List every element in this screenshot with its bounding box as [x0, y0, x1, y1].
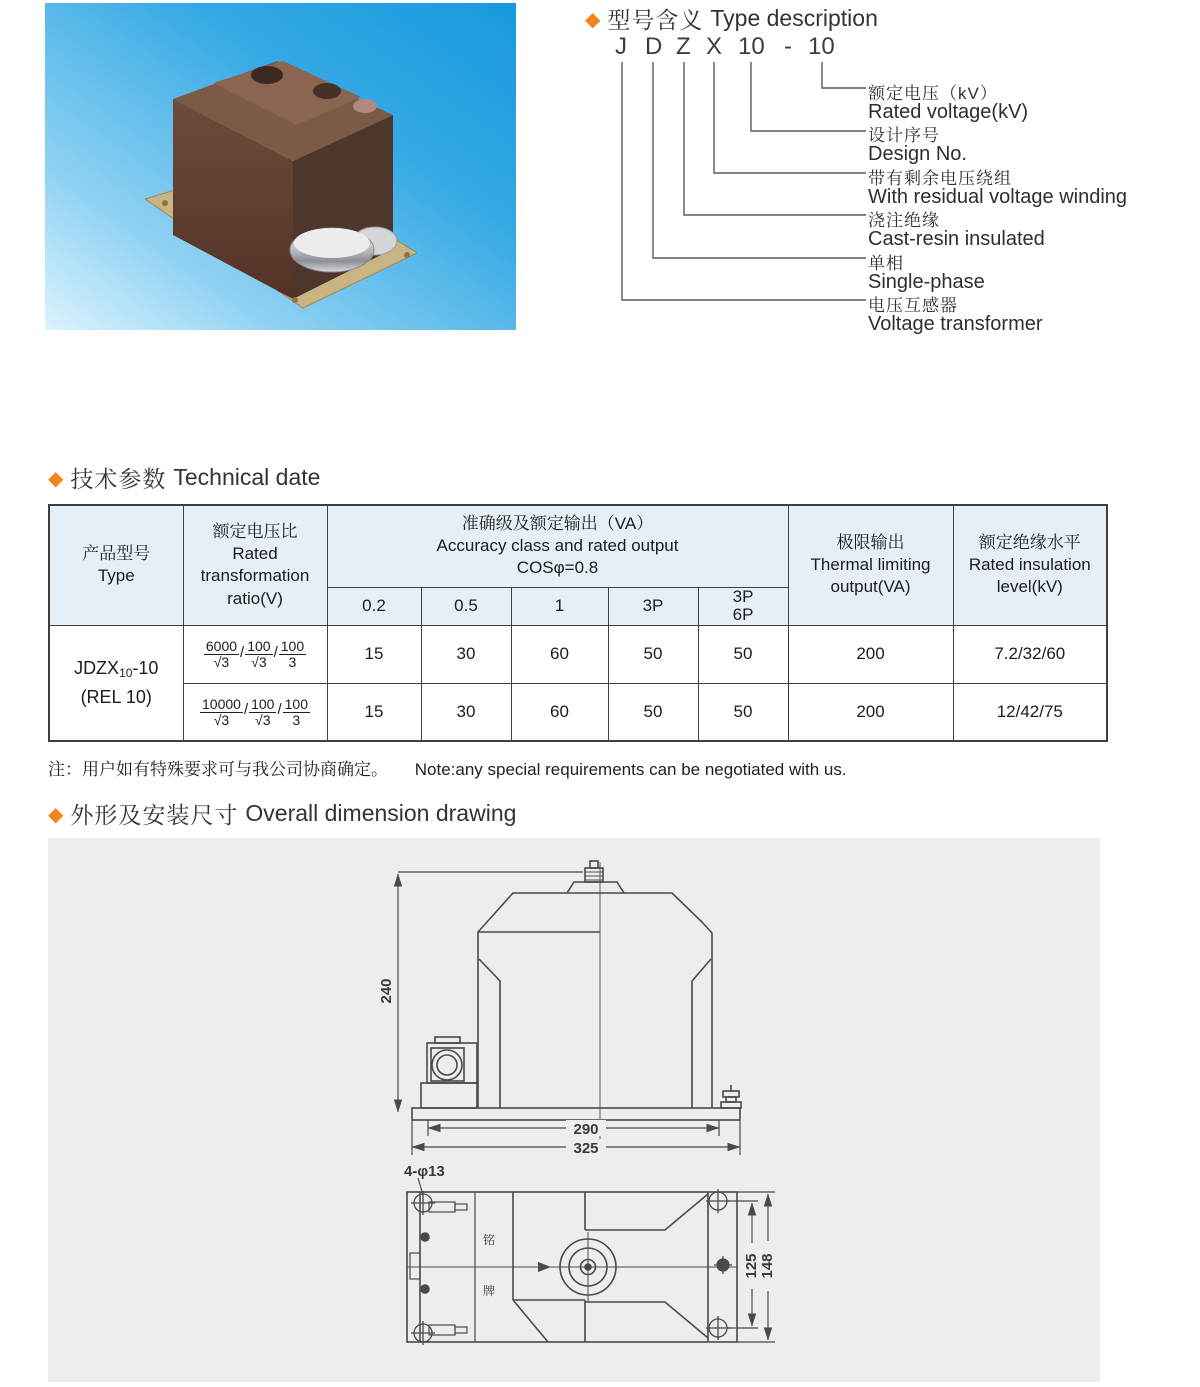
- terminal-mark-top: 铭: [482, 1233, 496, 1247]
- fraction-separator: /: [243, 701, 249, 719]
- header-insulation: [953, 505, 1107, 625]
- dimension-drawings: [48, 838, 1100, 1382]
- dimension-title-zh: 外形及安装尺寸: [70, 802, 239, 828]
- type-label-zh: 电压互感器: [868, 296, 958, 315]
- cell-insulation: 7.2/32/60: [953, 625, 1107, 683]
- dim-height-label: 240: [378, 978, 395, 1004]
- header-thermal: [788, 505, 953, 625]
- dimension-section-title: [48, 797, 516, 830]
- note-zh: 注：用户如有特殊要求可与我公司协商确定。: [48, 760, 388, 779]
- cell-acc-1: 60: [511, 625, 608, 683]
- header-thermal-zh: 极限输出: [836, 533, 905, 553]
- type-label-en: With residual voltage winding: [868, 186, 1128, 208]
- note-line: [48, 755, 847, 780]
- cell-acc-0.5: 30: [421, 625, 511, 683]
- header-ratio-zh: 额定电压比: [212, 522, 298, 542]
- table-row: [49, 683, 1107, 741]
- header-acc-col-3P6P-line2: 6P: [732, 605, 754, 625]
- header-accuracy-group: [327, 505, 788, 587]
- header-acc-col-1: 1: [511, 587, 608, 625]
- product-photo: [45, 3, 516, 330]
- diamond-bullet-icon: ◆: [585, 8, 601, 31]
- fraction-separator: /: [240, 643, 245, 661]
- cell-thermal: 200: [788, 625, 953, 683]
- technical-table: [48, 504, 1108, 742]
- header-accuracy-cos: COSφ=0.8: [516, 558, 599, 578]
- ratio-fraction: $\frac{100}{3}$: [284, 695, 308, 728]
- header-ratio: [183, 505, 327, 625]
- type-label-zh: 带有剩余电压绕组: [868, 169, 1012, 188]
- cell-acc-3P6P: 50: [698, 683, 788, 741]
- cell-acc-3P: 50: [608, 683, 698, 741]
- technical-section-title: [48, 461, 320, 494]
- header-insulation-en: Rated insulation level(kV): [968, 555, 1091, 597]
- type-label-zh: 浇注绝缘: [868, 211, 940, 230]
- type-code-char: X: [706, 33, 723, 60]
- cell-ratio: [183, 625, 327, 683]
- cell-acc-0.2: 15: [327, 625, 421, 683]
- plate-bolt: [162, 200, 168, 206]
- header-acc-col-0.2: 0.2: [327, 587, 421, 625]
- front-view-drawing: [412, 861, 741, 1147]
- type-code-char: 10: [738, 33, 765, 60]
- header-type: [49, 505, 183, 625]
- type-label-en: Design No.: [868, 143, 967, 165]
- cell-acc-0.2: 15: [327, 683, 421, 741]
- type-code-char: -: [784, 33, 792, 60]
- type-label-zh: 设计序号: [868, 126, 940, 145]
- type-description-title-en: Type description: [710, 5, 878, 31]
- terminal-mark-bottom: 牌: [482, 1284, 496, 1298]
- table-row: [49, 625, 1107, 683]
- ratio-fraction: $\frac{100}{√3}$: [247, 638, 271, 670]
- cell-ratio: [183, 683, 327, 741]
- ratio-fraction: $\frac{6000}{√3}$: [205, 638, 238, 670]
- type-code-connector-lines: [600, 30, 870, 322]
- plate-bolt: [292, 297, 298, 303]
- header-thermal-en: Thermal limiting output(VA): [810, 555, 931, 597]
- cell-thermal: 200: [788, 683, 953, 741]
- cell-model: [49, 625, 183, 741]
- type-label-en: Rated voltage(kV): [868, 101, 1029, 123]
- cell-insulation: 12/42/75: [953, 683, 1107, 741]
- plate-bolt: [404, 252, 410, 258]
- ratio-fraction: $\frac{100}{√3}$: [251, 695, 275, 728]
- dim-depth-inner-label: 125: [743, 1253, 760, 1279]
- metal-fitting-top: [294, 228, 370, 258]
- fraction-separator: /: [273, 643, 278, 661]
- model-number: JDZX10-10: [74, 657, 159, 680]
- dim-width-outer-label: 325: [573, 1140, 599, 1157]
- cell-acc-1: 60: [511, 683, 608, 741]
- dim-holes-label: 4-φ13: [404, 1163, 445, 1180]
- dim-width-inner-label: 290: [573, 1121, 599, 1138]
- type-code-char: D: [645, 33, 663, 60]
- bottom-view-dimension-labels: [483, 1233, 776, 1298]
- header-insulation-zh: 额定绝缘水平: [978, 533, 1081, 553]
- type-code-char: 10: [808, 33, 835, 60]
- type-code-char: Z: [676, 33, 691, 60]
- header-type-en: Type: [97, 566, 135, 586]
- type-label-zh: 额定电压（kV）: [868, 84, 998, 103]
- header-accuracy-zh: 准确级及额定输出（VA）: [461, 514, 654, 534]
- type-code-char: J: [615, 33, 627, 60]
- header-ratio-en: Rated transformation ratio(V): [200, 544, 310, 608]
- diamond-bullet-icon: ◆: [48, 803, 64, 826]
- dimension-drawing-panel: [48, 838, 1100, 1382]
- transformer-photo-illustration: [45, 3, 516, 330]
- cell-acc-0.5: 30: [421, 683, 511, 741]
- header-acc-col-0.5: 0.5: [421, 587, 511, 625]
- hv-terminal: [251, 66, 283, 84]
- dim-depth-outer-label: 148: [759, 1253, 776, 1279]
- type-label-en: Single-phase: [868, 271, 985, 293]
- bottom-view-drawing: [407, 1189, 737, 1345]
- hv-terminal-2: [313, 83, 341, 99]
- fraction-separator: /: [277, 701, 282, 719]
- cell-acc-3P: 50: [608, 625, 698, 683]
- header-acc-col-3P6P-line1: 3P: [732, 586, 754, 606]
- note-en: Note:any special requirements can be negotiated with us.: [414, 760, 847, 779]
- model-alt: (REL 10): [80, 687, 152, 708]
- type-label-en: Voltage transformer: [868, 313, 1043, 335]
- technical-title-zh: 技术参数: [70, 466, 167, 492]
- ratio-fraction: $\frac{10000}{√3}$: [202, 695, 241, 728]
- diamond-bullet-icon: ◆: [48, 467, 64, 490]
- ratio-fraction: $\frac{100}{3}$: [280, 638, 305, 670]
- dimension-title-en: Overall dimension drawing: [245, 800, 517, 826]
- header-acc-col-3P: 3P: [608, 587, 698, 625]
- type-description-title-zh: 型号含义: [607, 7, 704, 33]
- technical-title-en: Technical date: [173, 464, 321, 490]
- cap-glint: [353, 99, 377, 113]
- header-type-zh: 产品型号: [82, 544, 151, 564]
- cell-acc-3P6P: 50: [698, 625, 788, 683]
- header-acc-col-3P6P: [698, 587, 788, 625]
- type-label-en: Cast-resin insulated: [868, 228, 1045, 250]
- header-accuracy-en: Accuracy class and rated output: [436, 536, 679, 556]
- type-label-zh: 单相: [868, 254, 904, 273]
